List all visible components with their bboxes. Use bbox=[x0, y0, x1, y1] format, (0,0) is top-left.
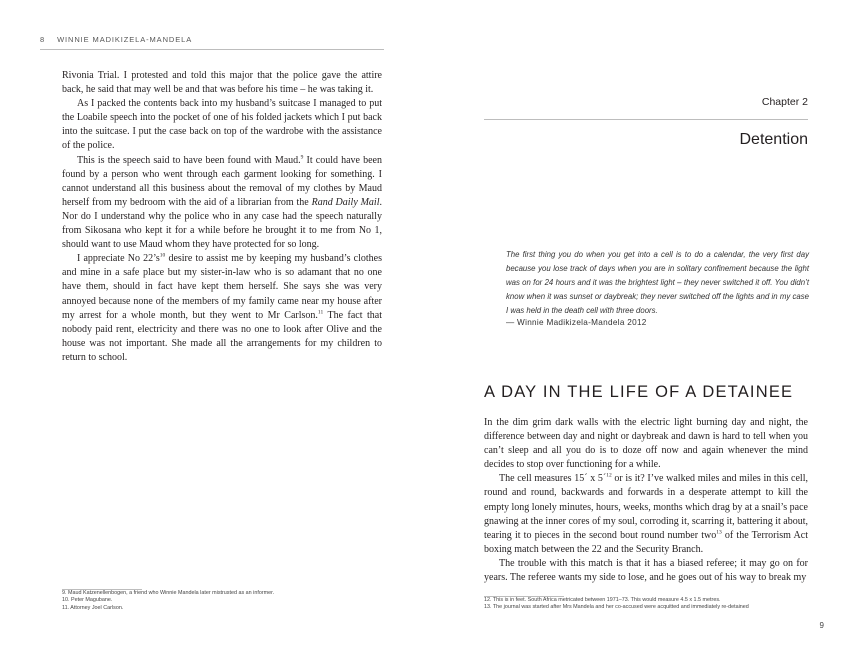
body-text bbox=[484, 416, 808, 585]
footnotes bbox=[62, 590, 274, 612]
epigraph-text: The first thing you do when you get into a cell is to do a calendar, the very first day because you lose track of days when you are in solitary confinement because the light was on for 24 hours and it was the brightest light – they never switched it off. You didn’t know when it was sunset or daybreak; they never switched off the lights and in my case I was held in the death cell with three doors. bbox=[506, 250, 809, 315]
right-page bbox=[434, 0, 868, 664]
footnote: 12. This is in feet. South Africa metricated between 1971–73. This would measure 4.5 x 1.5 metres. bbox=[484, 597, 721, 603]
footnote: 13. The journal was started after Mrs Mandela and her co-accused were acquitted and immediately re-detained bbox=[484, 604, 749, 611]
paragraph: As I packed the contents back into my husband’s suitcase I managed to put the Loabile speech into the pocket of one of his folded jackets which I put back into the suitcase. I put the case back on top of the wardrobe with the assistance of the police. bbox=[62, 98, 382, 152]
footnote-ref: 9 bbox=[300, 154, 304, 161]
running-head-title: WINNIE MADIKIZELA-MANDELA bbox=[57, 35, 193, 44]
body-text bbox=[62, 69, 382, 365]
paragraph: The trouble with this match is that it has a biased referee; it may go on for years. The referee wants my side to lose, and he goes out of his way to break my bbox=[484, 557, 808, 584]
section-heading: A DAY IN THE LIFE OF A DETAINEE bbox=[484, 383, 794, 401]
epigraph bbox=[506, 248, 809, 318]
header-rule bbox=[40, 49, 384, 50]
footnote: 11. Attorney Joel Carlson. bbox=[62, 604, 124, 611]
footnote: 9. Maud Katzenellenbogen, a friend who Winnie Mandela later mistrusted as an informer. bbox=[62, 590, 275, 596]
footnote-ref: 11 bbox=[317, 309, 324, 316]
paragraph: In the dim grim dark walls with the electric light burning day and night, the difference between day and night or daybreak and dawn is hard to tell when you can’t sleep and all you do is to doze off now and again whenever the mind decides to stop over functioning for a while. bbox=[484, 417, 808, 471]
paragraph: This is the speech said to have been found with Maud.$^9$ It could have been found by a person who went through each garment looking for something. I cannot understand all this business about the removal of my clothes by Maud herself from my bedroom with the aid of a librarian from the Rand Daily Mail. Nor do I understand why the police who in any case had the speech naturally from Sikosana who kept it for a while before he brought it to me from No 1, should want to use Maud whom they have protected for so long. bbox=[62, 154, 382, 251]
footnote-ref: 10 bbox=[159, 252, 166, 259]
paragraph: Rivonia Trial. I protested and told this major that the police gave the attire back, he said that may well be and that was before his time – he was taking it. bbox=[62, 70, 382, 96]
page-number: 9 bbox=[819, 621, 824, 630]
chapter-label: Chapter 2 bbox=[761, 96, 808, 108]
footnote-ref: 13 bbox=[716, 529, 722, 536]
footnote: 10. Peter Magubane. bbox=[62, 597, 113, 604]
running-head bbox=[40, 35, 384, 44]
page-number: 8 bbox=[40, 35, 46, 44]
chapter-title: Detention bbox=[739, 131, 808, 148]
paragraph: I appreciate No $22’s^{10}$ desire to assist me by keeping my husband’s clothes and mine in a safe place but my sister-in-law who is so adamant that no one have them, should in fact have kept them herself. She says she was very annoyed because none of the members of my family came near my house after my arrest for a whole month, but they went to Mr Carlson.$^{11}$ The fact that nobody paid rent, electricity and there was no one to look after Olive and the house was not important. She made all the arrangements for my children to return to school. bbox=[62, 252, 382, 363]
chapter-rule bbox=[484, 119, 808, 120]
footnote-ref: 12 bbox=[606, 473, 612, 480]
newspaper-title: Rand Daily Mail bbox=[311, 196, 380, 208]
paragraph: The cell measures 15´ x 5´$^{12}$ or is it? I’ve walked miles and miles in this cell, round and round, backwards and forwards in a desperate attempt to kill the empty long lonely minutes, hours, weeks, months which drag by at a snail’s pace gnawing at the inner cores of my soul, corroding it, scarring it, battering it about, tearing it to pieces in the second bout round number two$^{13}$ of the Terrorism Act boxing match between the 22 and the Security Branch. bbox=[484, 473, 808, 555]
epigraph-attribution: — Winnie Madikizela-Mandela 2012 bbox=[506, 318, 647, 327]
footnotes bbox=[484, 597, 749, 612]
